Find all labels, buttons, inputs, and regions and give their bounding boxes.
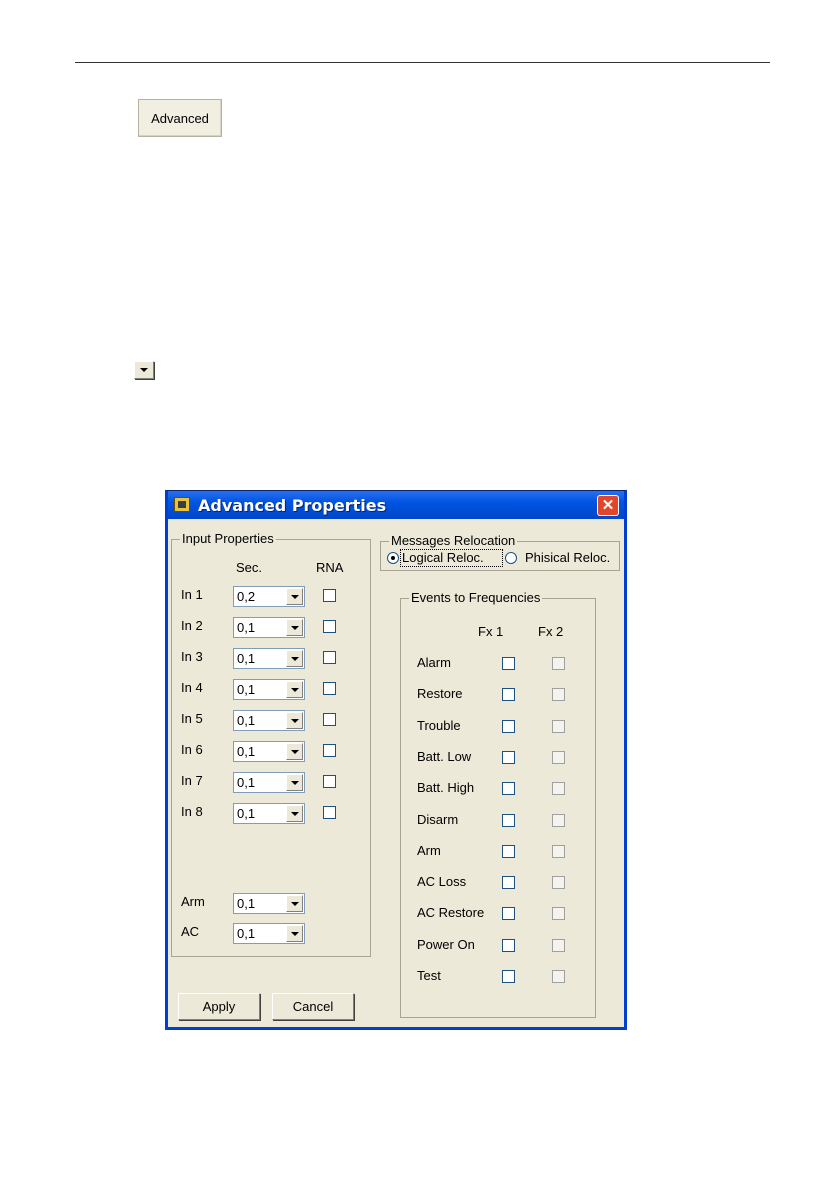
event-label: Batt. High (417, 780, 475, 796)
event-label: Batt. Low (417, 748, 472, 764)
select-value: 0,1 (237, 744, 256, 759)
input-label: In 8 (181, 804, 203, 819)
select-value: 0,1 (237, 806, 256, 821)
fx2-checkbox[interactable] (552, 782, 565, 795)
rna-checkbox[interactable] (323, 682, 336, 695)
fx1-checkbox[interactable] (502, 845, 515, 858)
input-sec-select[interactable] (233, 741, 305, 762)
fx2-checkbox[interactable] (552, 907, 565, 920)
input-label: In 2 (181, 618, 203, 633)
fx1-checkbox[interactable] (502, 688, 515, 701)
cancel-button[interactable]: Cancel (272, 993, 354, 1020)
dropdown-arrow-icon[interactable] (286, 774, 303, 791)
logical-reloc-radio[interactable] (387, 552, 399, 564)
fx1-checkbox[interactable] (502, 939, 515, 952)
ac-sec-select[interactable] (233, 923, 305, 944)
rna-column-header: RNA (316, 560, 344, 575)
event-label: Alarm (417, 655, 451, 670)
event-label: Arm (417, 842, 441, 858)
input-label: In 5 (181, 711, 203, 726)
dropdown-arrow-icon[interactable] (286, 681, 303, 698)
input-sec-select[interactable] (233, 803, 305, 824)
rna-checkbox[interactable] (323, 651, 336, 664)
event-label: Disarm (417, 811, 459, 827)
physical-reloc-label[interactable]: Phisical Reloc. (525, 550, 611, 565)
fx2-checkbox[interactable] (552, 751, 565, 764)
page-header-rule (75, 62, 770, 63)
rna-checkbox[interactable] (323, 620, 336, 633)
select-value: 0,1 (237, 682, 256, 697)
group-title: Events to Frequencies (411, 590, 541, 605)
logical-reloc-label[interactable]: Logical Reloc. (402, 550, 484, 565)
input-label: In 4 (181, 680, 203, 695)
select-value: 0,1 (237, 651, 256, 666)
rna-checkbox[interactable] (323, 806, 336, 819)
event-label: Power On (417, 936, 475, 952)
input-label: In 3 (181, 649, 203, 664)
fx1-checkbox[interactable] (502, 970, 515, 983)
ac-label: AC (181, 924, 200, 939)
input-label: In 6 (181, 742, 203, 757)
group-title: Input Properties (182, 531, 274, 546)
title-bar (168, 491, 624, 519)
fx2-checkbox[interactable] (552, 657, 565, 670)
fx1-checkbox[interactable] (502, 814, 515, 827)
arm-label: Arm (181, 894, 205, 909)
input-sec-select[interactable] (233, 679, 305, 700)
arm-sec-select[interactable] (233, 893, 305, 914)
dropdown-arrow-icon[interactable] (286, 805, 303, 822)
fx1-checkbox[interactable] (502, 782, 515, 795)
input-label: In 7 (181, 773, 203, 788)
sec-column-header: Sec. (236, 560, 263, 575)
dropdown-arrow-icon[interactable] (286, 712, 303, 729)
select-value: 0,1 (237, 775, 256, 790)
fx1-checkbox[interactable] (502, 720, 515, 733)
rna-checkbox[interactable] (323, 744, 336, 757)
fx2-checkbox[interactable] (552, 845, 565, 858)
close-button[interactable]: ✕ (597, 495, 619, 516)
fx1-checkbox[interactable] (502, 907, 515, 920)
fx2-checkbox[interactable] (552, 720, 565, 733)
advanced-properties-dialog (165, 490, 627, 1030)
fx1-checkbox[interactable] (502, 876, 515, 889)
fx2-checkbox[interactable] (552, 814, 565, 827)
input-sec-select[interactable] (233, 772, 305, 793)
event-label: Restore (417, 686, 463, 702)
event-label: AC Loss (417, 874, 467, 890)
dropdown-arrow-icon[interactable] (286, 895, 303, 912)
dropdown-arrow-icon[interactable] (286, 619, 303, 636)
advanced-button[interactable]: Advanced (138, 99, 222, 137)
apply-button[interactable]: Apply (178, 993, 260, 1020)
fx2-column-header: Fx 2 (538, 624, 564, 639)
fx2-checkbox[interactable] (552, 688, 565, 701)
rna-checkbox[interactable] (323, 589, 336, 602)
fx2-checkbox[interactable] (552, 939, 565, 952)
dropdown-arrow-icon[interactable] (286, 588, 303, 605)
physical-reloc-radio[interactable] (505, 552, 517, 564)
event-label: AC Restore (417, 905, 485, 921)
rna-checkbox[interactable] (323, 713, 336, 726)
input-label: In 1 (181, 587, 203, 602)
input-sec-select[interactable] (233, 710, 305, 731)
fx2-checkbox[interactable] (552, 876, 565, 889)
select-value: 0,1 (237, 713, 256, 728)
group-title: Messages Relocation (391, 533, 516, 548)
input-sec-select[interactable] (233, 586, 305, 607)
input-sec-select[interactable] (233, 648, 305, 669)
select-value: 0,2 (237, 589, 256, 604)
fx1-checkbox[interactable] (502, 751, 515, 764)
dropdown-arrow-icon[interactable] (286, 925, 303, 942)
fx2-checkbox[interactable] (552, 970, 565, 983)
select-value: 0,1 (237, 896, 256, 911)
input-sec-select[interactable] (233, 617, 305, 638)
dialog-title: Advanced Properties (198, 496, 387, 515)
select-value: 0,1 (237, 620, 256, 635)
dropdown-arrow-icon (134, 361, 154, 379)
select-value: 0,1 (237, 926, 256, 941)
fx1-checkbox[interactable] (502, 657, 515, 670)
rna-checkbox[interactable] (323, 775, 336, 788)
fx1-column-header: Fx 1 (478, 624, 504, 639)
event-label: Test (417, 968, 441, 983)
dropdown-arrow-icon[interactable] (286, 743, 303, 760)
event-label: Trouble (417, 717, 461, 733)
dropdown-arrow-icon[interactable] (286, 650, 303, 667)
app-icon (174, 497, 190, 512)
